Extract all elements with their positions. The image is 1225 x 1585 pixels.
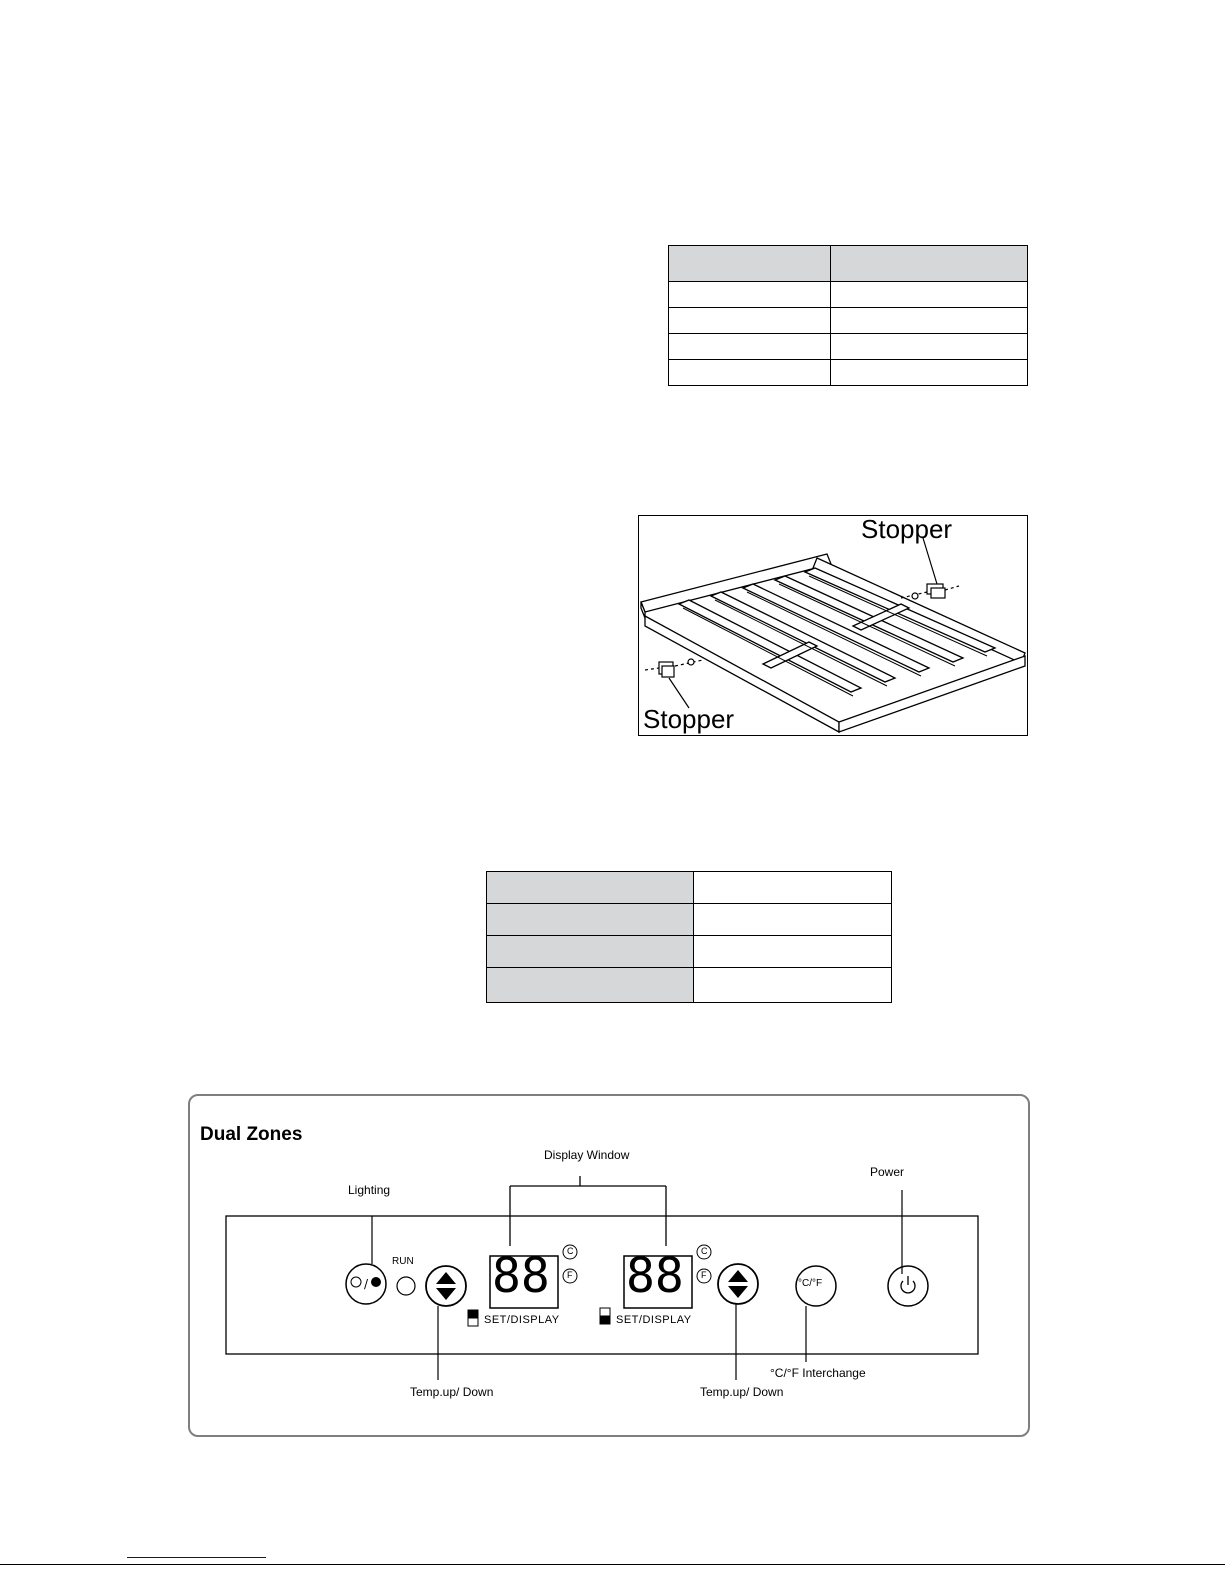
unit-c-label-left: C [567, 1246, 574, 1256]
spec-table-bottom [486, 871, 892, 1003]
temp-up-down-label-left: Temp.up/ Down [410, 1385, 494, 1399]
set-display-indicator-right [600, 1308, 610, 1324]
unit-f-label-right: F [701, 1270, 707, 1280]
table-row [669, 360, 1028, 386]
unit-interchange-label: °C/°F Interchange [770, 1366, 866, 1380]
unit-f-label-left: F [567, 1270, 573, 1280]
control-panel-diagram [188, 1094, 1030, 1437]
temp-up-down-label-right: Temp.up/ Down [700, 1385, 784, 1399]
shelf-illustration [639, 516, 1027, 735]
table-row [487, 968, 892, 1003]
lighting-label: Lighting [348, 1183, 391, 1197]
table-row [669, 308, 1028, 334]
stopper-label-top: Stopper [861, 515, 953, 544]
unit-button-label: °C/°F [798, 1278, 823, 1289]
digits-right: 88 [626, 1248, 684, 1304]
panel-face [226, 1216, 978, 1354]
power-label: Power [870, 1165, 905, 1179]
set-display-label-right: SET/DISPLAY [616, 1314, 692, 1326]
display-window-label: Display Window [544, 1148, 630, 1162]
set-display-label-left: SET/DISPLAY [484, 1314, 560, 1326]
run-label: RUN [392, 1256, 414, 1267]
footer-link-underline[interactable] [127, 1557, 266, 1558]
table-row [487, 936, 892, 968]
shelf-stopper-figure [638, 515, 1028, 736]
table-header-row [669, 246, 1028, 282]
stopper-label-bottom: Stopper [643, 704, 735, 734]
run-indicator [397, 1277, 415, 1295]
panel-title: Dual Zones [200, 1124, 303, 1145]
spec-table-top [668, 245, 1028, 386]
unit-c-label-right: C [701, 1246, 708, 1256]
digits-left: 88 [492, 1248, 550, 1304]
control-panel-drawing [190, 1096, 1028, 1435]
table-row [669, 334, 1028, 360]
table-row [487, 904, 892, 936]
table-row [487, 872, 892, 904]
footer-rule [0, 1564, 1225, 1565]
table-row [669, 282, 1028, 308]
svg-text:/: / [364, 1277, 369, 1291]
set-display-indicator-left [468, 1310, 478, 1326]
